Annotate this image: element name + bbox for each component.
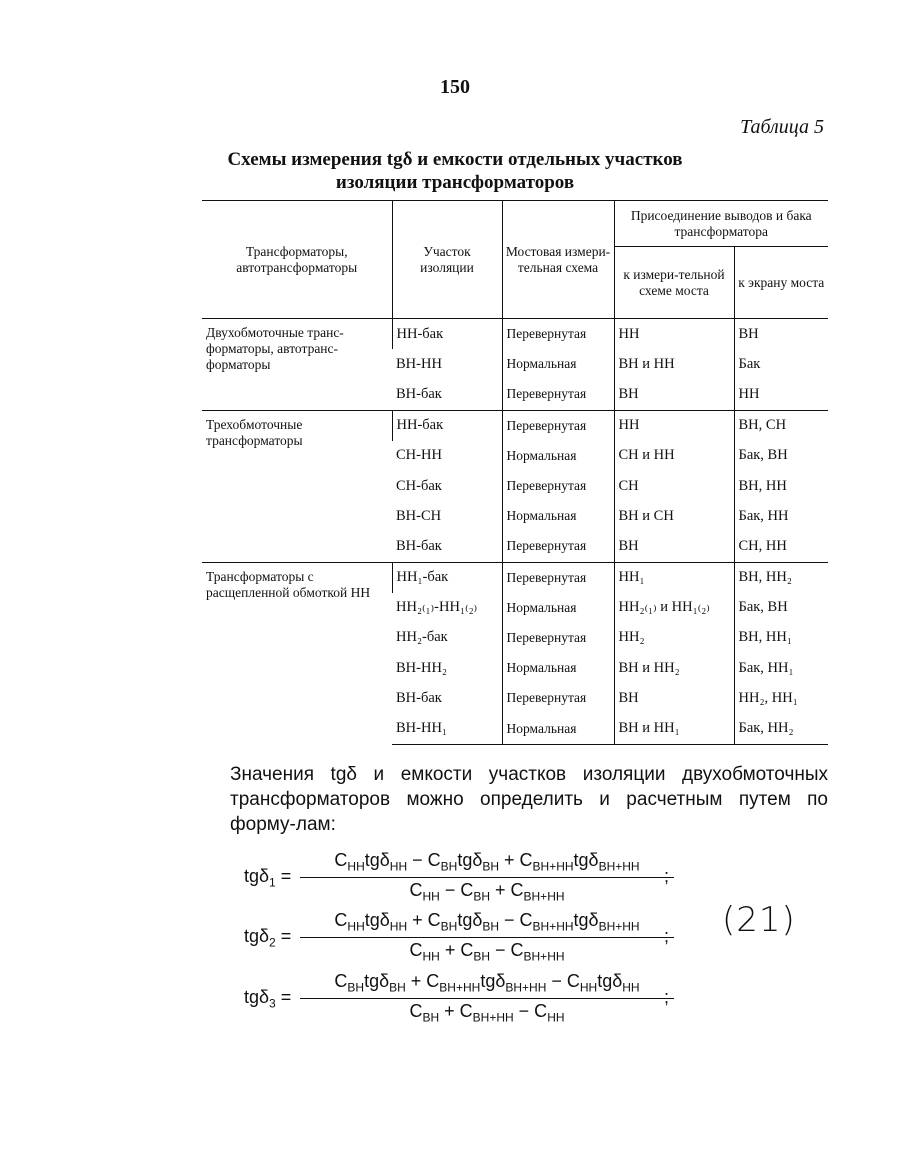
cell-scheme: Перевернутая xyxy=(502,683,614,713)
cell-scheme: Нормальная xyxy=(502,653,614,683)
cell-to-bridge: ВН и НН₂ xyxy=(614,653,734,683)
formula-denominator: $C_{НН} - C_{ВН} + C_{ВН+НН}$ xyxy=(409,880,565,904)
cell-section: СН-бак xyxy=(396,477,442,494)
page-number: 150 xyxy=(440,76,470,98)
cell-to-screen: Бак, НН xyxy=(734,501,828,531)
cell-to-screen: ВН xyxy=(734,319,828,350)
caption-line-2: изоляции трансформаторов xyxy=(335,172,575,193)
caption-line-1: Схемы измерения tgδ и емкости отдельных участков xyxy=(227,149,683,170)
cell-section: НН-бак xyxy=(392,410,502,441)
formula-end: ; xyxy=(664,987,670,1007)
cell-to-bridge: ВН и СН xyxy=(614,501,734,531)
cell-to-screen: ВН, НН₁ xyxy=(734,623,828,653)
cell-to-bridge: ВН xyxy=(614,379,734,410)
cell-section: НН₁-бак xyxy=(392,562,502,593)
cell-section: СН-НН xyxy=(396,447,442,464)
header-connection: Присоединение выводов и бака трансформатора xyxy=(614,201,828,247)
cell-scheme: Перевернутая xyxy=(502,471,614,501)
cell-section: ВН-бак xyxy=(396,689,442,706)
cell-to-screen: ВН, СН xyxy=(734,410,828,441)
cell-to-bridge: СН xyxy=(614,471,734,501)
cell-scheme: Нормальная xyxy=(502,441,614,471)
cell-scheme: Перевернутая xyxy=(502,562,614,593)
formula-lhs: tgδ$_1$ = xyxy=(244,866,292,890)
cell-section: ВН-бак xyxy=(396,537,442,554)
cell-to-screen: НН xyxy=(734,379,828,410)
formula-numerator: $C_{НН}tg\delta_{НН} - C_{ВН}tg\delta_{ВН} + C_{ВН+НН}tg\delta_{ВН+НН}$ xyxy=(334,850,640,874)
fraction-bar xyxy=(300,937,674,938)
cell-to-screen: ВН, НН xyxy=(734,471,828,501)
cell-section: НН₂₍₁₎-НН₁₍₂₎ xyxy=(396,599,478,616)
cell-to-bridge: ВН и НН₁ xyxy=(614,713,734,744)
fraction-bar xyxy=(300,998,674,999)
cell-to-screen: ВН, НН₂ xyxy=(734,562,828,593)
header-section: Участок изоляции xyxy=(392,201,502,319)
table-row xyxy=(202,319,828,350)
cell-to-bridge: ВН xyxy=(614,531,734,562)
cell-section: ВН-НН₁ xyxy=(392,713,502,744)
cell-scheme: Нормальная xyxy=(502,713,614,744)
table-body xyxy=(202,319,828,745)
cell-to-screen: СН, НН xyxy=(734,531,828,562)
formula-numerator: $C_{ВН}tg\delta_{ВН} + C_{ВН+НН}tg\delta_{ВН+НН} - C_{НН}tg\delta_{НН}$ xyxy=(334,971,640,995)
cell-transformer-type: Трансформаторы с расщепленной обмоткой НН xyxy=(202,562,392,744)
cell-scheme: Нормальная xyxy=(502,593,614,623)
formula-lhs: tgδ$_2$ = xyxy=(244,926,292,950)
formula-lhs: tgδ$_3$ = xyxy=(244,987,292,1011)
cell-to-bridge: НН₁ xyxy=(614,562,734,593)
table-row xyxy=(202,410,828,441)
formula-numerator: $C_{НН}tg\delta_{НН} + C_{ВН}tg\delta_{ВН} - C_{ВН+НН}tg\delta_{ВН+НН}$ xyxy=(334,910,640,934)
cell-to-bridge: ВН xyxy=(614,683,734,713)
formula-end: ; xyxy=(664,866,670,886)
cell-to-bridge: НН xyxy=(614,410,734,441)
table-label: Таблица 5 xyxy=(740,116,824,138)
formula-denominator: $C_{НН} + C_{ВН} - C_{ВН+НН}$ xyxy=(409,940,565,964)
cell-scheme: Перевернутая xyxy=(502,531,614,562)
cell-section: ВН-СН xyxy=(396,507,442,524)
cell-to-screen: Бак, ВН xyxy=(734,593,828,623)
cell-to-bridge: СН и НН xyxy=(614,441,734,471)
cell-scheme: Перевернутая xyxy=(502,379,614,410)
cell-to-bridge: ВН и НН xyxy=(614,349,734,379)
cell-scheme: Перевернутая xyxy=(502,410,614,441)
cell-scheme: Нормальная xyxy=(502,349,614,379)
header-bridge: Мостовая измери-тельная схема xyxy=(502,201,614,319)
cell-section: ВН-НН₂ xyxy=(396,659,447,676)
header-to-screen: к экрану моста xyxy=(734,247,828,319)
header-to-bridge: к измери-тельной схеме моста xyxy=(614,247,734,319)
cell-transformer-type: Двухобмоточные транс-форматоры, автотранс-форматоры xyxy=(202,319,392,411)
cell-scheme: Нормальная xyxy=(502,501,614,531)
formula-end: ; xyxy=(664,926,670,946)
cell-to-screen: Бак, НН₂ xyxy=(734,713,828,744)
table-caption xyxy=(0,148,910,194)
cell-to-bridge: НН₂₍₁₎ и НН₁₍₂₎ xyxy=(614,593,734,623)
header-transformers: Трансформаторы, автотрансформаторы xyxy=(202,201,392,319)
cell-section: НН-бак xyxy=(392,319,502,350)
cell-transformer-type: Трехобмоточные трансформаторы xyxy=(202,410,392,562)
cell-to-screen: Бак, ВН xyxy=(734,441,828,471)
table-row xyxy=(202,562,828,593)
cell-to-bridge: НН₂ xyxy=(614,623,734,653)
cell-to-screen: НН₂, НН₁ xyxy=(734,683,828,713)
body-paragraph: Значения tgδ и емкости участков изоляции двухобмоточных трансформаторов можно определить и расчетным путем по форму-лам: xyxy=(230,764,828,835)
cell-to-screen: Бак xyxy=(734,349,828,379)
cell-section: НН₂-бак xyxy=(396,629,448,646)
cell-scheme: Перевернутая xyxy=(502,319,614,350)
fraction-bar xyxy=(300,877,674,878)
cell-section: ВН-НН xyxy=(396,355,442,372)
cell-scheme: Перевернутая xyxy=(502,623,614,653)
cell-to-screen: Бак, НН₁ xyxy=(734,653,828,683)
formula-denominator: $C_{ВН} + C_{ВН+НН} - C_{НН}$ xyxy=(409,1001,565,1025)
cell-to-bridge: НН xyxy=(614,319,734,350)
measurement-schemes-table xyxy=(202,200,828,745)
cell-section: ВН-бак xyxy=(396,385,442,402)
equation-number: (21) xyxy=(722,900,796,940)
